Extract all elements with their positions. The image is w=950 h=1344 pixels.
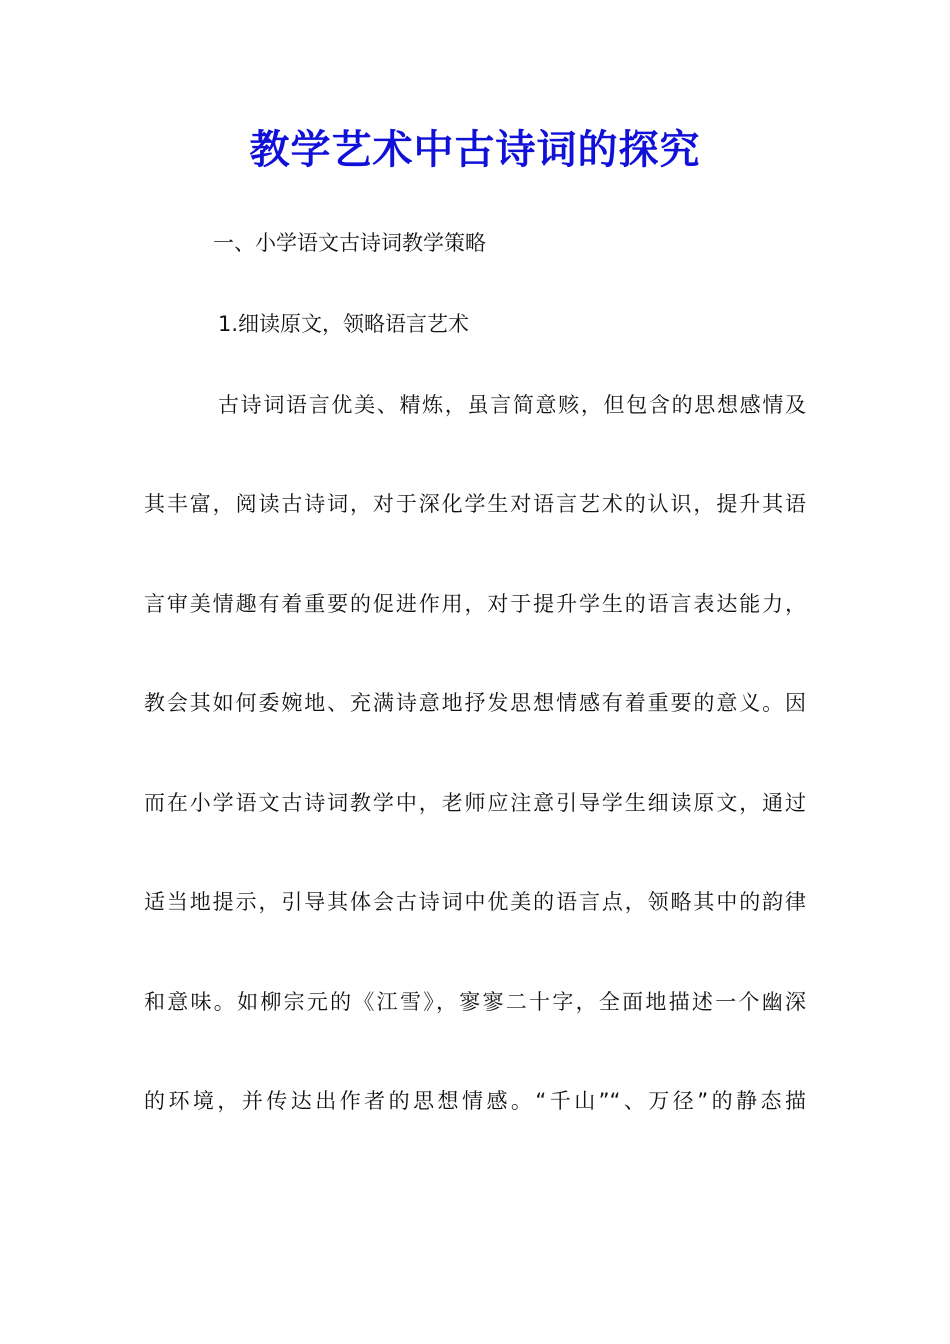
subsection-heading: 1.细读原文，领略语言艺术 bbox=[218, 312, 470, 336]
paragraph-line: 而在小学语文古诗词教学中，老师应注意引导学生细读原文，通过 bbox=[144, 791, 806, 815]
paragraph-line: 和意味。如柳宗元的《江雪》，寥寥二十字，全面地描述一个幽深 bbox=[144, 990, 806, 1014]
paragraph-line: 古诗词语言优美、精炼，虽言简意赅，但包含的思想感情及 bbox=[218, 393, 806, 417]
paragraph-line: 言审美情趣有着重要的促进作用，对于提升学生的语言表达能力， bbox=[144, 592, 806, 616]
paragraph-line: 适当地提示，引导其体会古诗词中优美的语言点，领略其中的韵律 bbox=[144, 890, 806, 914]
document-title: 教学艺术中古诗词的探究 bbox=[249, 126, 701, 173]
section-heading: 一、小学语文古诗词教学策略 bbox=[213, 231, 486, 255]
paragraph-line: 其丰富，阅读古诗词，对于深化学生对语言艺术的认识，提升其语 bbox=[144, 492, 806, 516]
paragraph-line: 教会其如何委婉地、充满诗意地抒发思想情感有着重要的意义。因 bbox=[144, 691, 806, 715]
paragraph-line: 的环境，并传达出作者的思想情感。“千山”“、万径”的静态描 bbox=[144, 1089, 806, 1113]
